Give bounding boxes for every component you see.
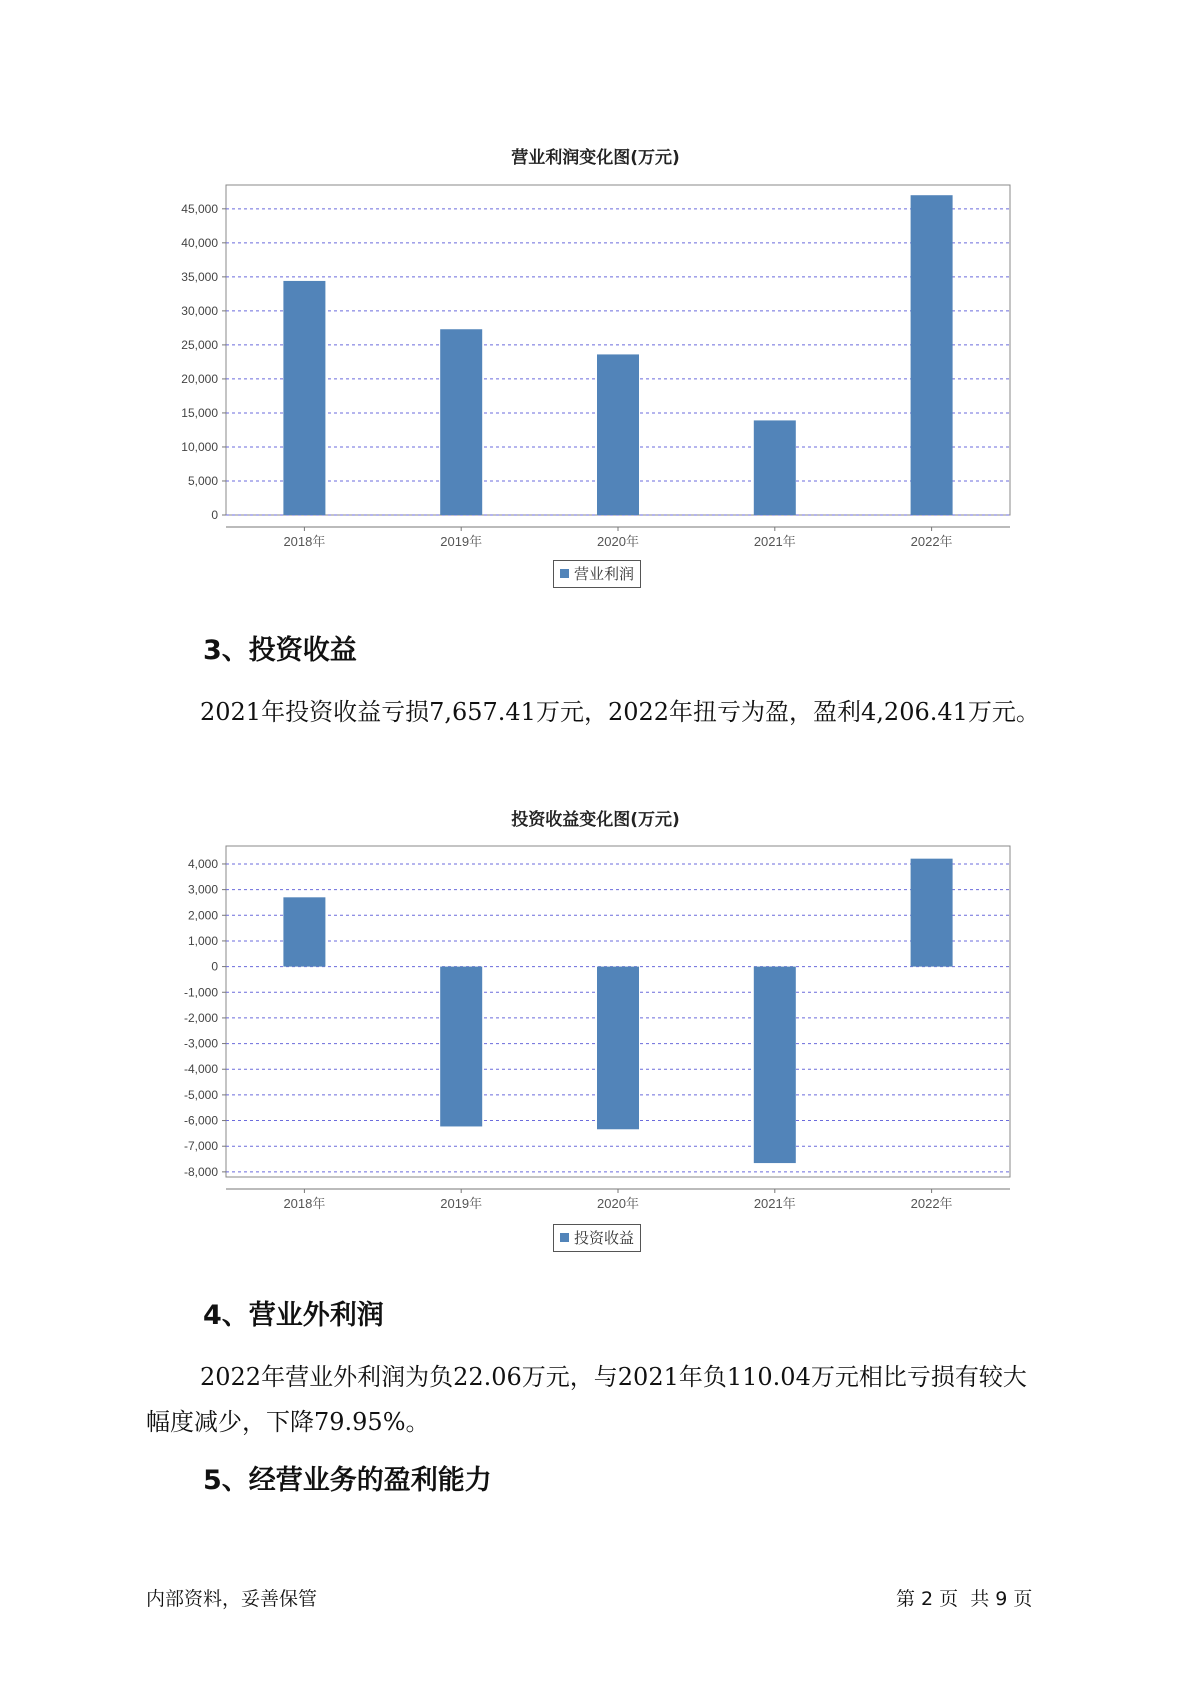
y-tick-label: 20,000 [181,371,218,386]
x-tick-label: 2022年 [910,534,953,549]
y-tick-label: -8,000 [183,1164,218,1179]
y-tick-label: -3,000 [183,1036,218,1051]
y-tick-label: 15,000 [181,405,218,420]
y-tick-label: 10,000 [181,439,218,454]
section-3-heading: 3、投资收益 [203,635,357,666]
x-tick-label: 2020年 [597,534,639,549]
bar [911,859,953,967]
chart-title-operating-profit: 营业利润变化图(万元) [511,148,680,168]
x-tick-label: 2022年 [910,1196,953,1211]
y-tick-label: 2,000 [187,908,218,923]
x-tick-label: 2018年 [283,534,326,549]
y-tick-label: 0 [211,959,218,974]
section-5-heading: 5、经营业务的盈利能力 [203,1465,492,1496]
legend-label: 营业利润 [574,565,635,583]
legend-swatch [560,1233,569,1242]
bar [283,897,325,966]
y-tick-label: -7,000 [183,1139,218,1154]
y-tick-label: 35,000 [181,269,218,284]
section-4-paragraph: 2022年营业外利润为负22.06万元，与2021年负110.04万元相比亏损有较大幅度减少，下降79.95%。 [146,1363,1027,1436]
legend-label: 投资收益 [574,1229,635,1247]
bar [597,967,639,1130]
bar [754,967,796,1163]
y-tick-label: -4,000 [183,1062,218,1077]
footer-confidential-note: 内部资料，妥善保管 [146,1588,318,1610]
chart-title-investment-income: 投资收益变化图(万元) [511,810,680,830]
x-tick-label: 2020年 [597,1196,639,1211]
y-tick-label: -5,000 [183,1087,218,1102]
y-tick-label: 4,000 [187,856,218,871]
y-tick-label: -1,000 [183,985,218,1000]
section-4-heading: 4、营业外利润 [203,1300,384,1331]
y-tick-label: 40,000 [181,235,218,250]
y-tick-label: 25,000 [181,337,218,352]
y-tick-label: -2,000 [183,1010,218,1025]
y-tick-label: 0 [211,508,218,522]
legend-investment-income [553,1224,641,1252]
y-tick-label: 3,000 [187,882,218,897]
y-tick-label: 45,000 [181,201,218,216]
section-3-paragraph: 2021年投资收益亏损7,657.41万元，2022年扭亏为盈，盈利4,206.41万元。 [200,698,1040,726]
y-tick-label: 1,000 [187,933,218,948]
x-tick-label: 2019年 [440,534,483,549]
x-tick-label: 2021年 [753,534,796,549]
footer-page-number: 第 2 页 共 9 页 [896,1588,1033,1610]
x-tick-label: 2021年 [753,1196,796,1211]
y-tick-label: 30,000 [181,303,218,318]
x-tick-label: 2018年 [283,1196,326,1211]
y-tick-label: -6,000 [183,1113,218,1128]
y-tick-label: 5,000 [187,473,218,488]
bar [440,967,482,1127]
x-tick-label: 2019年 [440,1196,483,1211]
